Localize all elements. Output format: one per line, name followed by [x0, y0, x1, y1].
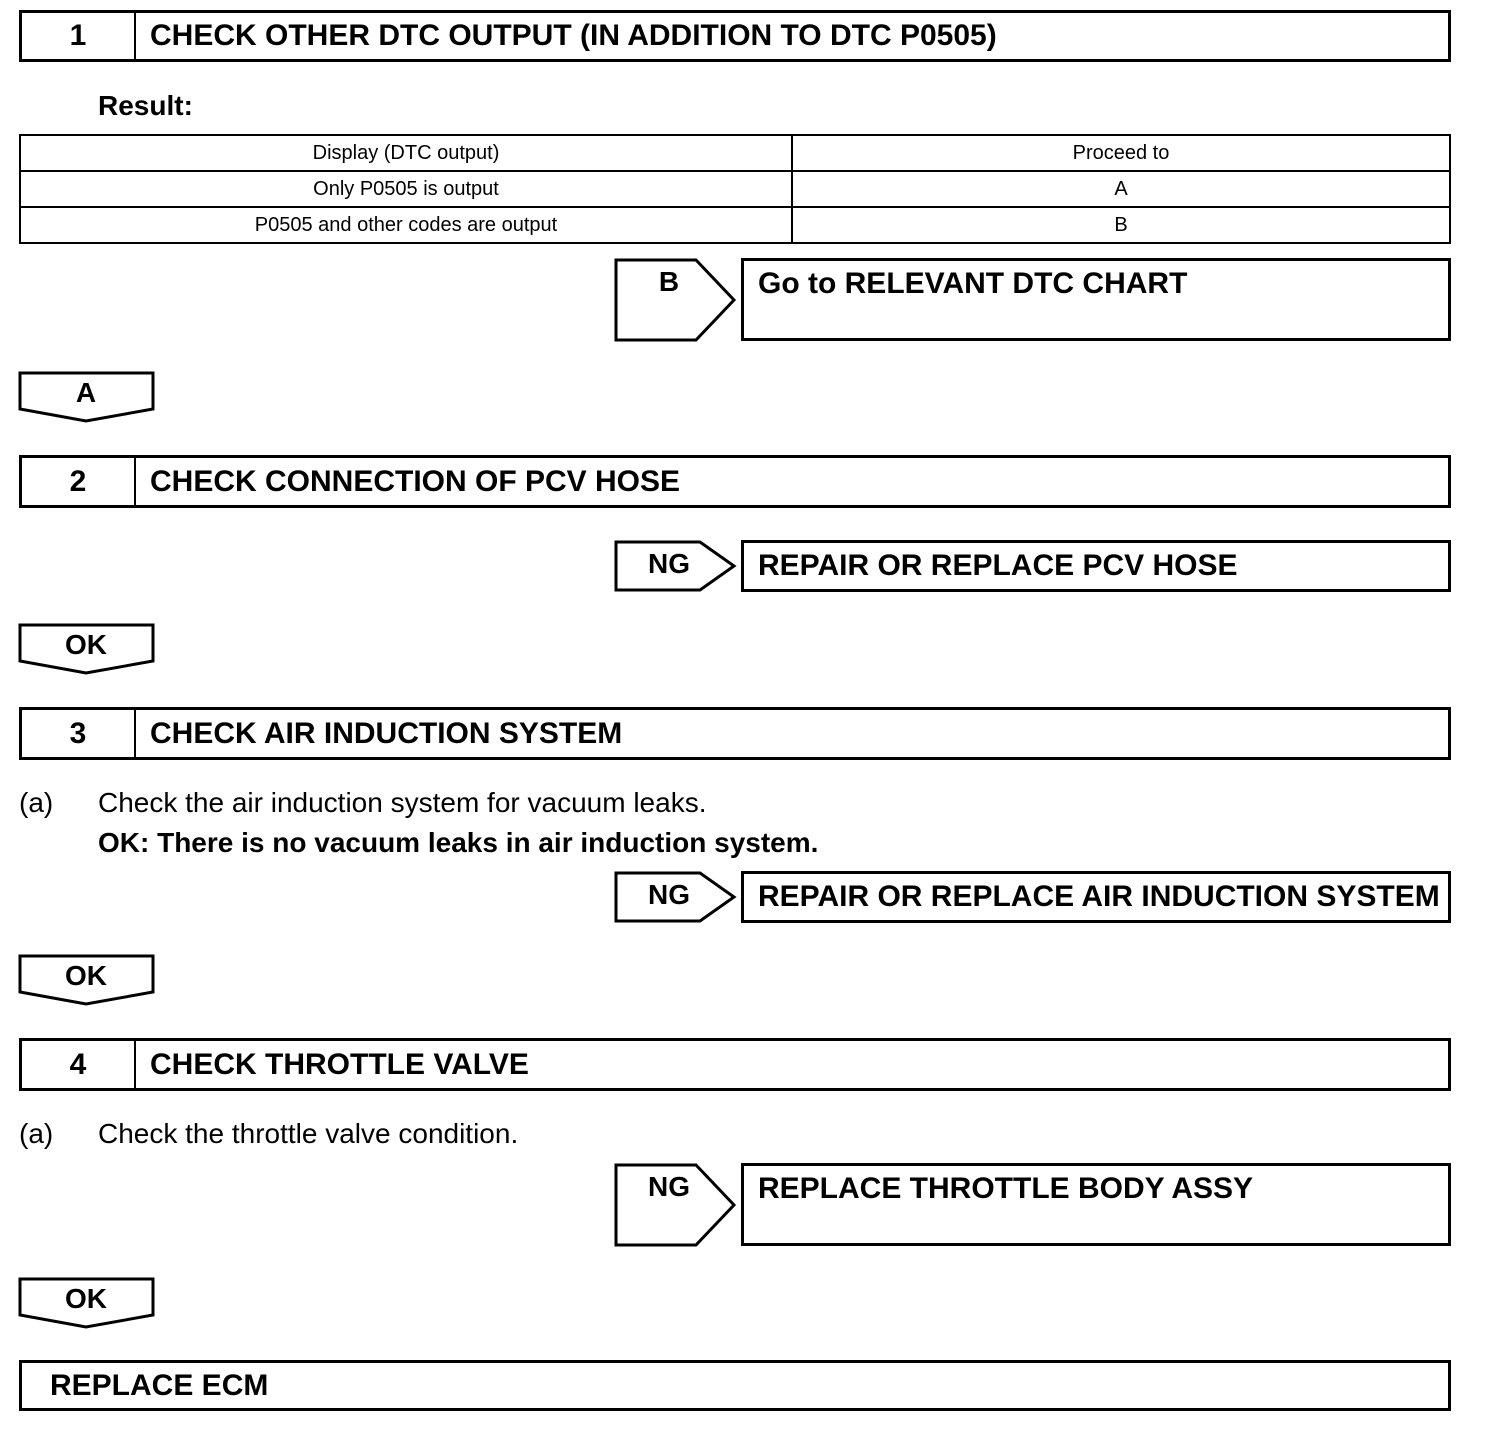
step-4-item-text: Check the throttle valve condition.: [98, 1118, 519, 1149]
branch-ng-flag-label: NG: [648, 879, 690, 910]
step-2-title: CHECK CONNECTION OF PCV HOSE: [150, 464, 681, 498]
table-cell: P0505 and other codes are output: [20, 207, 792, 243]
tag-ok-label: OK: [65, 960, 107, 991]
step-2-header: [19, 455, 1451, 508]
step-1-number: 1: [22, 13, 136, 59]
tag-ok-4: [18, 1277, 156, 1329]
table-header-display: Display (DTC output): [20, 135, 792, 171]
tag-ok-label: OK: [65, 1283, 107, 1314]
step-2-number: 2: [22, 458, 136, 505]
tag-ok-label: OK: [65, 629, 107, 660]
branch-b-flag: [614, 258, 738, 342]
table-row: [20, 171, 1450, 207]
result-label: Result:: [98, 90, 193, 121]
step-3-item-text: Check the air induction system for vacuum leaks.: [98, 787, 707, 818]
branch-ng-flag-4: [614, 1163, 738, 1247]
step-4-number: 4: [22, 1041, 136, 1088]
branch-2-action: REPAIR OR REPLACE PCV HOSE: [741, 540, 1451, 592]
table-row: [20, 207, 1450, 243]
tag-a: [18, 371, 156, 423]
branch-ng-flag-label: NG: [648, 1171, 690, 1202]
table-header-proceed: Proceed to: [792, 135, 1450, 171]
branch-ng-flag-3: [614, 871, 738, 923]
table-header-row: [20, 135, 1450, 171]
tag-a-label: A: [75, 377, 97, 408]
table-cell: Only P0505 is output: [20, 171, 792, 207]
final-action: REPLACE ECM: [19, 1360, 1451, 1411]
step-1-title: CHECK OTHER DTC OUTPUT (IN ADDITION TO DTC P0505): [150, 19, 997, 52]
step-4-item-marker: (a): [19, 1118, 54, 1149]
branch-ng-flag-2: [614, 540, 738, 592]
table-cell: B: [792, 207, 1450, 243]
step-1-header: [19, 10, 1451, 62]
result-table: [19, 134, 1451, 244]
step-3-title: CHECK AIR INDUCTION SYSTEM: [150, 716, 623, 750]
step-3-number: 3: [22, 710, 136, 757]
step-4-header: [19, 1038, 1451, 1091]
branch-b-flag-label: B: [658, 266, 680, 297]
step-3-header: [19, 707, 1451, 760]
table-cell: A: [792, 171, 1450, 207]
branch-3-action: REPAIR OR REPLACE AIR INDUCTION SYSTEM: [741, 871, 1451, 923]
step-3-ok-criteria: OK: There is no vacuum leaks in air induction system.: [98, 827, 819, 858]
step-4-title: CHECK THROTTLE VALVE: [150, 1047, 529, 1081]
branch-ng-flag-label: NG: [648, 548, 690, 579]
tag-ok-2: [18, 623, 156, 675]
step-3-item-marker: (a): [19, 787, 54, 818]
branch-b-action: Go to RELEVANT DTC CHART: [741, 258, 1451, 341]
branch-4-action: REPLACE THROTTLE BODY ASSY: [741, 1163, 1451, 1246]
tag-ok-3: [18, 954, 156, 1006]
